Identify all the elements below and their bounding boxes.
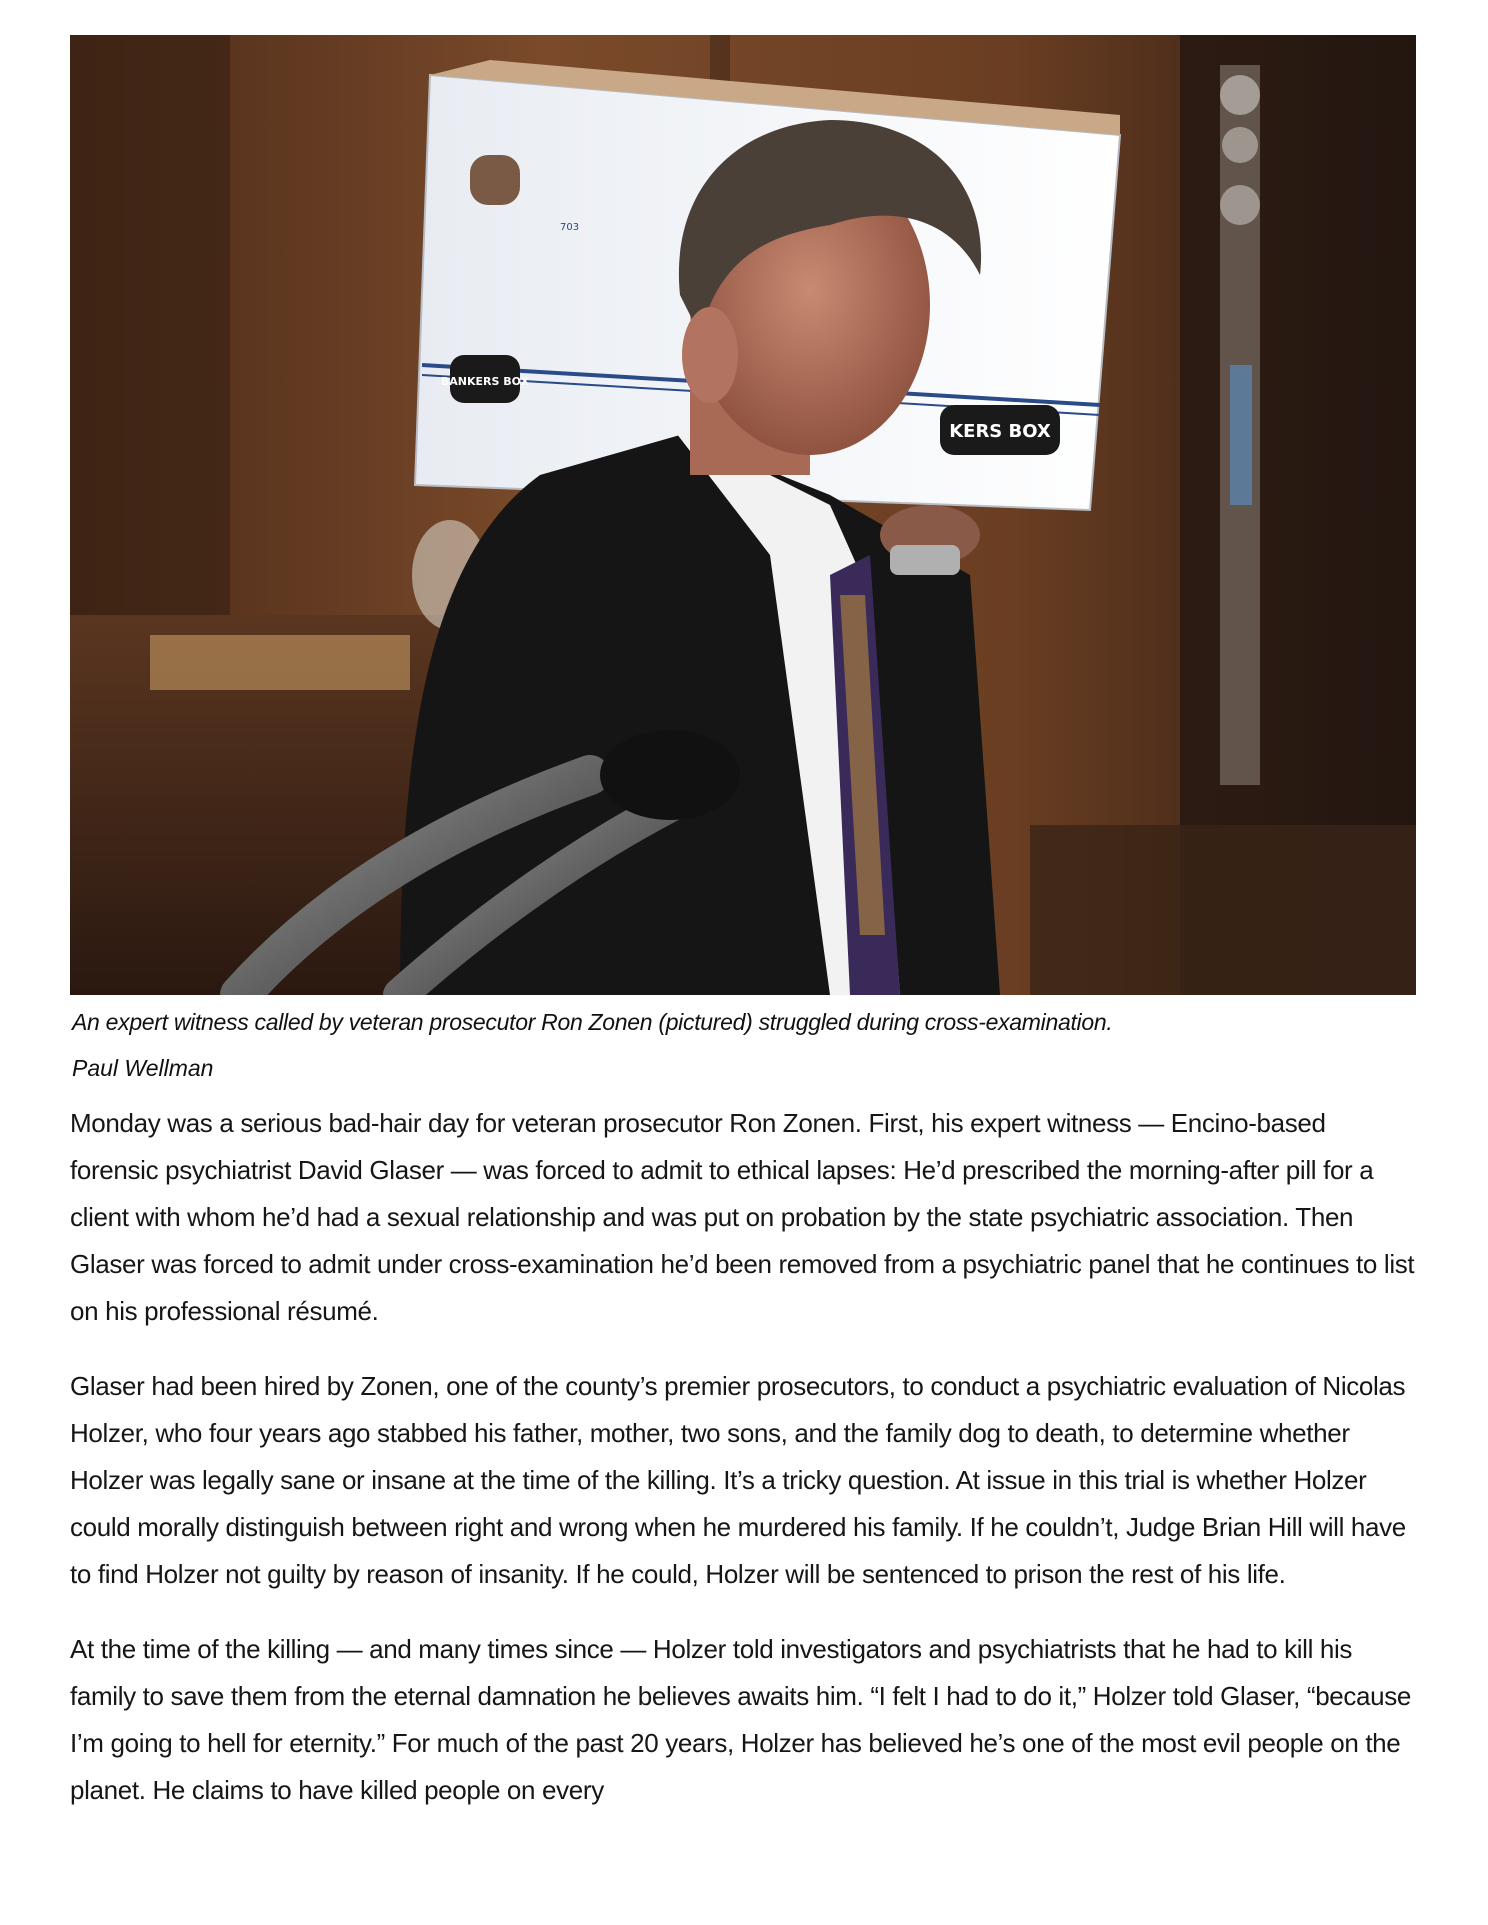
photo-credit: Paul Wellman bbox=[72, 1055, 214, 1081]
article-paragraph: Monday was a serious bad-hair day for veteran prosecutor Ron Zonen. First, his expert witness — Encino-based forensic psychiatrist David Glaser — was forced to admit to ethical lapses: He’d prescribed the morning-after pill for a client with whom he’d had a sexual relationship and was put on probation by the state psychiatric association. Then Glaser was forced to admit under cross-examination he’d been removed from a psychiatric panel that he continues to list on his professional résumé. bbox=[70, 1108, 1415, 1326]
photo-caption: An expert witness called by veteran prosecutor Ron Zonen (pictured) struggled during cross-examination. bbox=[72, 1009, 1113, 1035]
article-photo bbox=[70, 35, 1416, 995]
box-label-left: BANKERS BOX bbox=[440, 375, 530, 388]
article-paragraph: Glaser had been hired by Zonen, one of the county’s premier prosecutors, to conduct a psychiatric evaluation of Nicolas Holzer, who four years ago stabbed his father, mother, two sons, and the family dog to death, to determine whether Holzer was legally sane or insane at the time of the killing. It’s a tricky question. At issue in this trial is whether Holzer could morally distinguish between right and wrong when he murdered his family. If he couldn’t, Judge Brian Hill will have to find Holzer not guilty by reason of insanity. If he could, Holzer will be sentenced to prison the rest of his life. bbox=[70, 1371, 1406, 1589]
article-body bbox=[70, 1100, 1420, 1842]
article-paragraph: At the time of the killing — and many times since — Holzer told investigators and psychiatrists that he had to kill his family to save them from the eternal damnation he believes awaits him. “I felt I had to do it,” Holzer told Glaser, “because I’m going to hell for eternity.” For much of the past 20 years, Holzer has believed he’s one of the most evil people on the planet. He claims to have killed people on every bbox=[70, 1634, 1412, 1805]
courtroom-photo-illustration bbox=[70, 35, 1416, 995]
box-model-number: 703 bbox=[560, 222, 580, 233]
box-label-right: KERS BOX bbox=[949, 421, 1051, 442]
